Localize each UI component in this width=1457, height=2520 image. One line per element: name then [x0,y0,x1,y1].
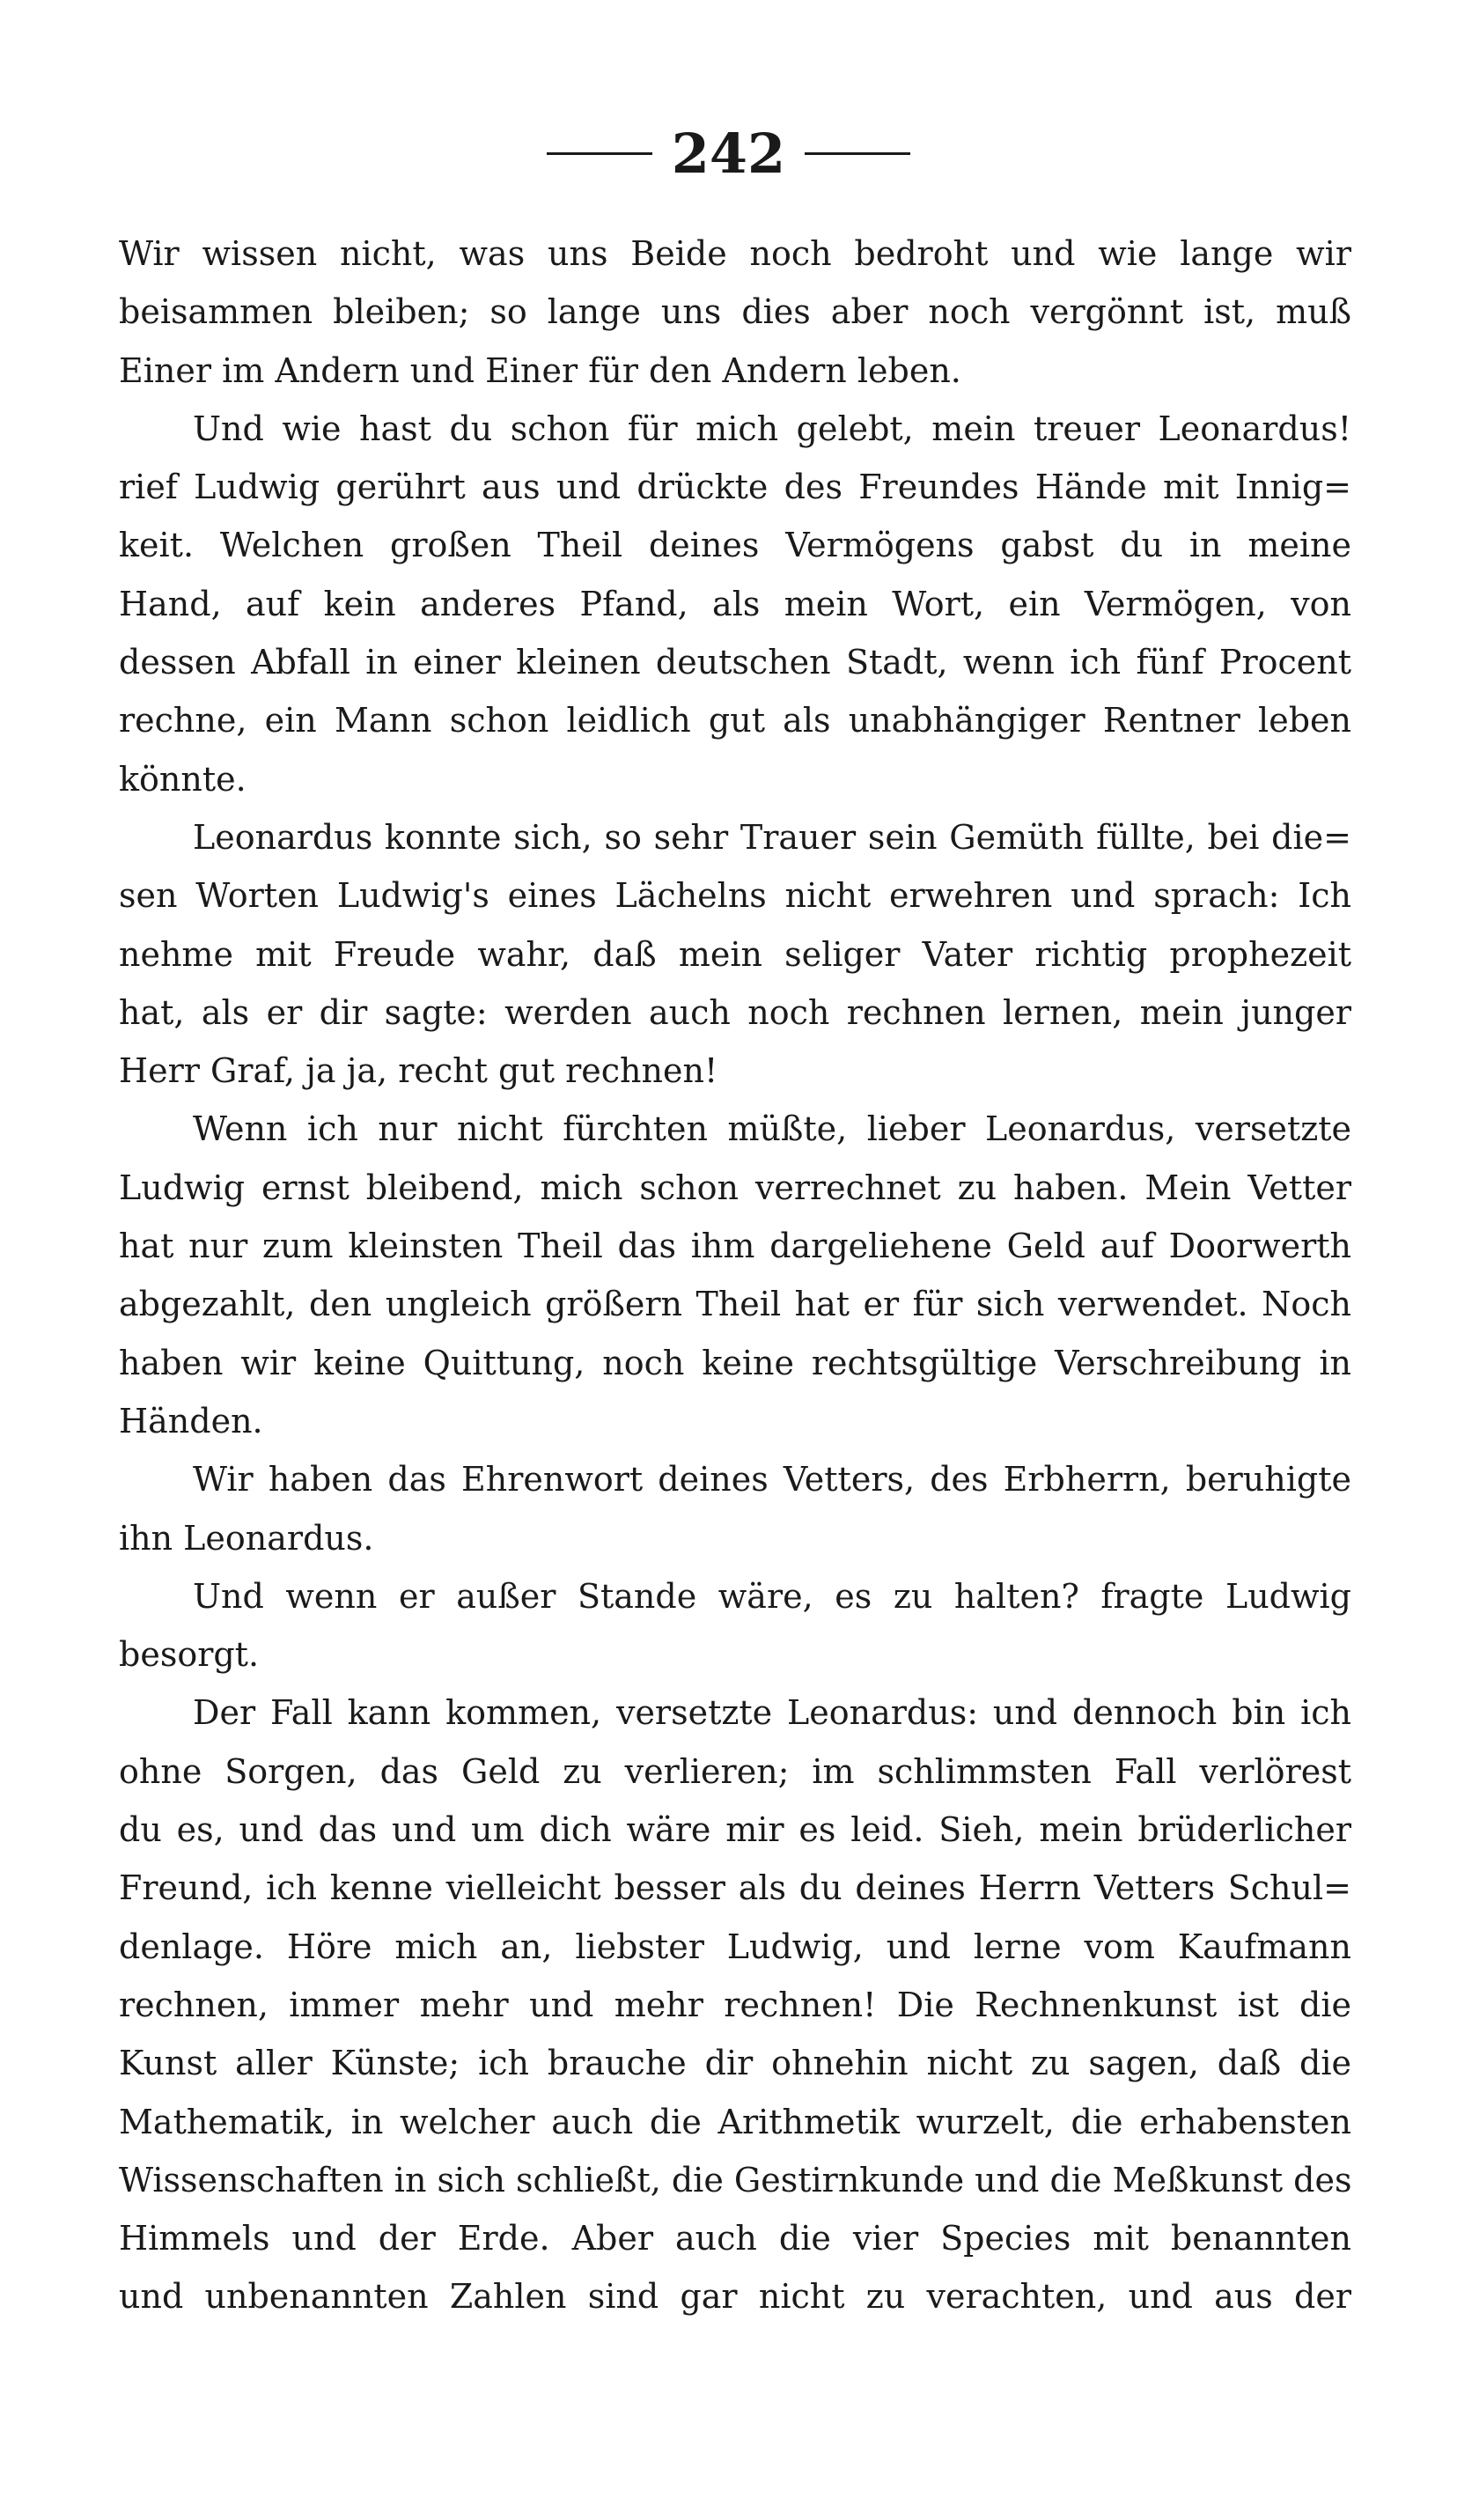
text-line: Und wenn er außer Stande wäre, es zu halten? fragte Ludwig [193,1576,1351,1616]
text-line: du es, und das und um dich wäre mir es leid. Sieh, mein brüderlicher [119,1810,1351,1850]
text-line: dessen Abfall in einer kleinen deutschen Stadt, wenn ich fünf Procent [119,643,1351,682]
text-line: und unbenannten Zahlen sind gar nicht zu verachten, und aus der [119,2277,1351,2317]
text-line: Ludwig ernst bleibend, mich schon verrechnet zu haben. Mein Vetter [119,1168,1351,1207]
text-line: abgezahlt, den ungleich größern Theil hat er für sich verwendet. Noch [119,1285,1351,1324]
text-line: Kunst aller Künste; ich brauche dir ohnehin nicht zu sagen, daß die [119,2044,1351,2083]
text-line: rechne, ein Mann schon leidlich gut als unabhängiger Rentner leben [119,701,1351,741]
text-line: Wenn ich nur nicht fürchten müßte, lieber Leonardus, versetzte [193,1109,1351,1149]
text-line: nehme mit Freude wahr, daß mein seliger Vater richtig prophezeit [119,934,1351,974]
text-line: beisammen bleiben; so lange uns dies aber noch vergönnt ist, muß [119,292,1351,332]
text-line: Einer im Andern und Einer für den Andern leben. [119,350,961,390]
text-line: besorgt. [119,1635,260,1675]
body-text [119,225,1351,2326]
text-line: sen Worten Ludwig's eines Lächelns nicht erwehren und sprach: Ich [119,876,1351,916]
text-line: hat, als er dir sagte: werden auch noch rechnen lernen, mein junger [119,992,1351,1032]
text-line: rechnen, immer mehr und mehr rechnen! Die Rechnenkunst ist die [119,1985,1351,2024]
text-line: denlage. Höre mich an, liebster Ludwig, und lerne vom Kaufmann [119,1927,1351,1966]
text-line: Wir wissen nicht, was uns Beide noch bedroht und wie lange wir [119,234,1351,273]
text-line: rief Ludwig gerührt aus und drückte des Freundes Hände mit Innig= [119,468,1351,507]
text-line: Händen. [119,1401,263,1441]
text-line: Herr Graf, ja ja, recht gut rechnen! [119,1051,718,1091]
text-line: Leonardus konnte sich, so sehr Trauer sein Gemüth füllte, bei die= [193,817,1351,857]
page-number: 242 [671,121,786,186]
text-line: Hand, auf kein anderes Pfand, als mein Wort, ein Vermögen, von [119,584,1351,623]
text-line: Der Fall kann kommen, versetzte Leonardus: und dennoch bin ich [193,1693,1351,1733]
text-line: hat nur zum kleinsten Theil das ihm dargeliehene Geld auf Doorwerth [119,1227,1351,1266]
text-line: Mathematik, in welcher auch die Arithmetik wurzelt, die erhabensten [119,2102,1351,2141]
text-line: ohne Sorgen, das Geld zu verlieren; im schlimmsten Fall verlörest [119,1751,1351,1791]
text-line: Wissenschaften in sich schließt, die Gestirnkunde und die Meßkunst des [119,2160,1351,2199]
header-rule-right [805,152,910,155]
page-header [0,114,1457,189]
header-rule-left [547,152,652,155]
text-line: ihn Leonardus. [119,1518,374,1558]
text-line: Himmels und der Erde. Aber auch die vier Species mit benannten [119,2219,1351,2258]
text-line: Wir haben das Ehrenwort deines Vetters, des Erbherrn, beruhigte [193,1460,1351,1499]
text-line: haben wir keine Quittung, noch keine rechtsgültige Verschreibung in [119,1343,1351,1382]
text-line: Freund, ich kenne vielleicht besser als du deines Herrn Vetters Schul= [119,1868,1351,1908]
text-line: Und wie hast du schon für mich gelebt, mein treuer Leonardus! [193,409,1351,448]
text-line: keit. Welchen großen Theil deines Vermögens gabst du in meine [119,526,1351,565]
text-line: könnte. [119,759,247,799]
